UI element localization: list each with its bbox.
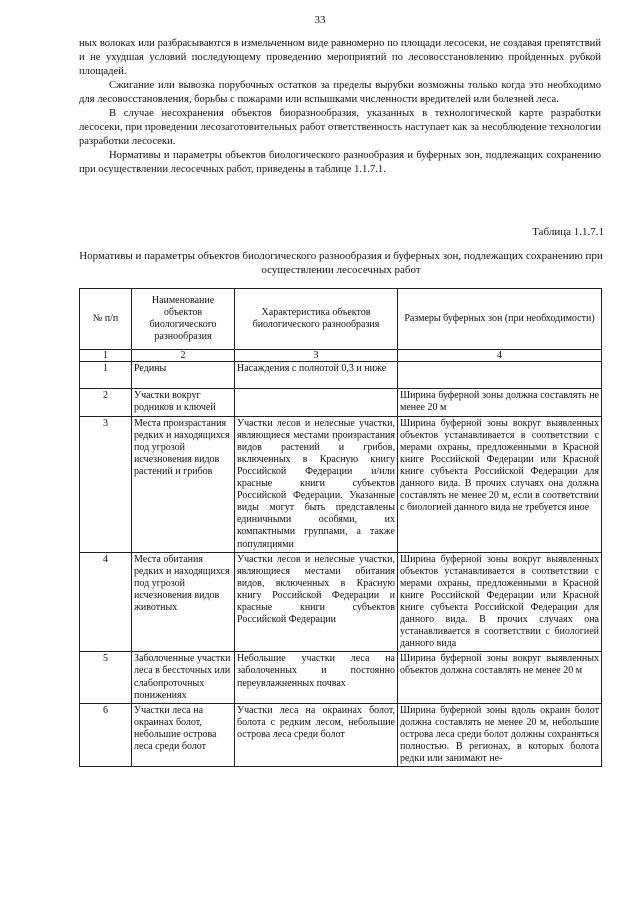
body-text bbox=[79, 37, 601, 177]
row-name: Редины bbox=[132, 362, 235, 389]
row-buffer bbox=[398, 362, 602, 389]
column-number: 2 bbox=[132, 350, 235, 362]
row-number: 1 bbox=[80, 362, 132, 389]
row-buffer: Ширина буферной зоны должна составлять не менее 20 м bbox=[398, 389, 602, 416]
row-number: 4 bbox=[80, 552, 132, 652]
row-buffer: Ширина буферной зоны вокруг выявленных объектов устанавливается в соответствии с мерами охраны, предложенными в Красной книге Российской Федерации или Красной книге субъекта Российской Федерации для данного вида. В прочих случаях она должна составлять не менее 20 м, если в соответствии с биологией данного вида не требуется иное bbox=[398, 416, 602, 552]
page-number: 33 bbox=[314, 14, 326, 26]
row-characteristic: Насаждения с полнотой 0,3 и ниже bbox=[235, 362, 398, 389]
row-characteristic: Участки лесов и нелесные участки, являющиеся местами произрастания видов растений и грибов, включенных в Красную книгу Российской Федерации и/или красные книги субъектов Российской Федерации. Указанные виды могут быть представлены единичными особями, их компактными группами, а также популяциями bbox=[235, 416, 398, 552]
header-no: № п/п bbox=[80, 289, 132, 350]
column-number: 4 bbox=[398, 350, 602, 362]
paragraph: Нормативы и параметры объектов биологического разнообразия и буферных зон, подлежащих сохранению при осуществлении лесосечных работ, приведены в таблице 1.1.7.1. bbox=[79, 150, 601, 175]
row-name: Заболоченные участки леса в бессточных или слабопроточных понижениях bbox=[132, 652, 235, 703]
row-name: Места обитания редких и находящихся под угрозой исчезновения видов животных bbox=[132, 552, 235, 652]
table-header-row bbox=[80, 289, 602, 350]
row-characteristic: Небольшие участки леса на заболоченных и постоянно переувлажненных почвах bbox=[235, 652, 398, 703]
row-buffer: Ширина буферной зоны вдоль окраин болот должна составлять не менее 20 м, небольшие острова леса среди болот должны сохраняться полностью. В регионах, в которых болота редки или занимают не- bbox=[398, 703, 602, 766]
table-label: Таблица 1.1.7.1 bbox=[532, 226, 604, 238]
column-number: 3 bbox=[235, 350, 398, 362]
row-name: Участки леса на окраинах болот, небольшие острова леса среди болот bbox=[132, 703, 235, 766]
table-row bbox=[80, 703, 602, 766]
paragraph: Сжигание или вывозка порубочных остатков за пределы вырубки возможны только когда это необходимо для лесовосстановления, борьбы с пожарами или вспышками численности вредителей или болезней леса. bbox=[79, 80, 601, 105]
column-number-row bbox=[80, 350, 602, 362]
norms-table bbox=[79, 288, 602, 767]
row-characteristic: Участки лесов и нелесные участки, являющиеся местами обитания видов, включенных в Красную книгу Российской Федерации и красные книги субъектов Российской Федерации bbox=[235, 552, 398, 652]
row-characteristic bbox=[235, 389, 398, 416]
row-characteristic: Участки леса на окраинах болот, болота с редким лесом, небольшие острова леса среди болот bbox=[235, 703, 398, 766]
table-row bbox=[80, 362, 602, 389]
paragraph: ных волоках или разбрасываются в измельченном виде равномерно по площади лесосеки, не создавая препятствий и не ухудшая условий последующему проведению мероприятий по лесовосстановлению пройденных рубкой площадей. bbox=[79, 38, 601, 77]
paragraph: В случае несохранения объектов биоразнообразия, указанных в технологической карте разработки лесосеки, при проведении лесозаготовительных работ ответственность наступает как за несоблюдение технологии разработки лесосеки. bbox=[79, 108, 601, 147]
table-caption: Нормативы и параметры объектов биологического разнообразия и буферных зон, подлежащих сохранению при осуществлении лесосечных работ bbox=[79, 250, 603, 276]
table-row bbox=[80, 552, 602, 652]
row-number: 2 bbox=[80, 389, 132, 416]
header-buffer: Размеры буферных зон (при необходимости) bbox=[398, 289, 602, 350]
row-number: 5 bbox=[80, 652, 132, 703]
column-number: 1 bbox=[80, 350, 132, 362]
table-row bbox=[80, 389, 602, 416]
row-buffer: Ширина буферной зоны вокруг выявленных объектов должна составлять не менее 20 м bbox=[398, 652, 602, 703]
row-name: Места произрастания редких и находящихся под угрозой исчезновения видов растений и грибов bbox=[132, 416, 235, 552]
header-characteristic: Характеристика объектов биологического разнообразия bbox=[235, 289, 398, 350]
row-name: Участки вокруг родников и ключей bbox=[132, 389, 235, 416]
row-buffer: Ширина буферной зоны вокруг выявленных объектов устанавливается в соответствии с мерами охраны, предложенными в Красной книге Российской Федерации или Красной книге субъекта Российской Федерации для данного вида. В прочих случаях она устанавливается в соответствии с биологией данного вида bbox=[398, 552, 602, 652]
table-row bbox=[80, 652, 602, 703]
row-number: 3 bbox=[80, 416, 132, 552]
row-number: 6 bbox=[80, 703, 132, 766]
header-name: Наименование объектов биологического разнообразия bbox=[132, 289, 235, 350]
table-row bbox=[80, 416, 602, 552]
